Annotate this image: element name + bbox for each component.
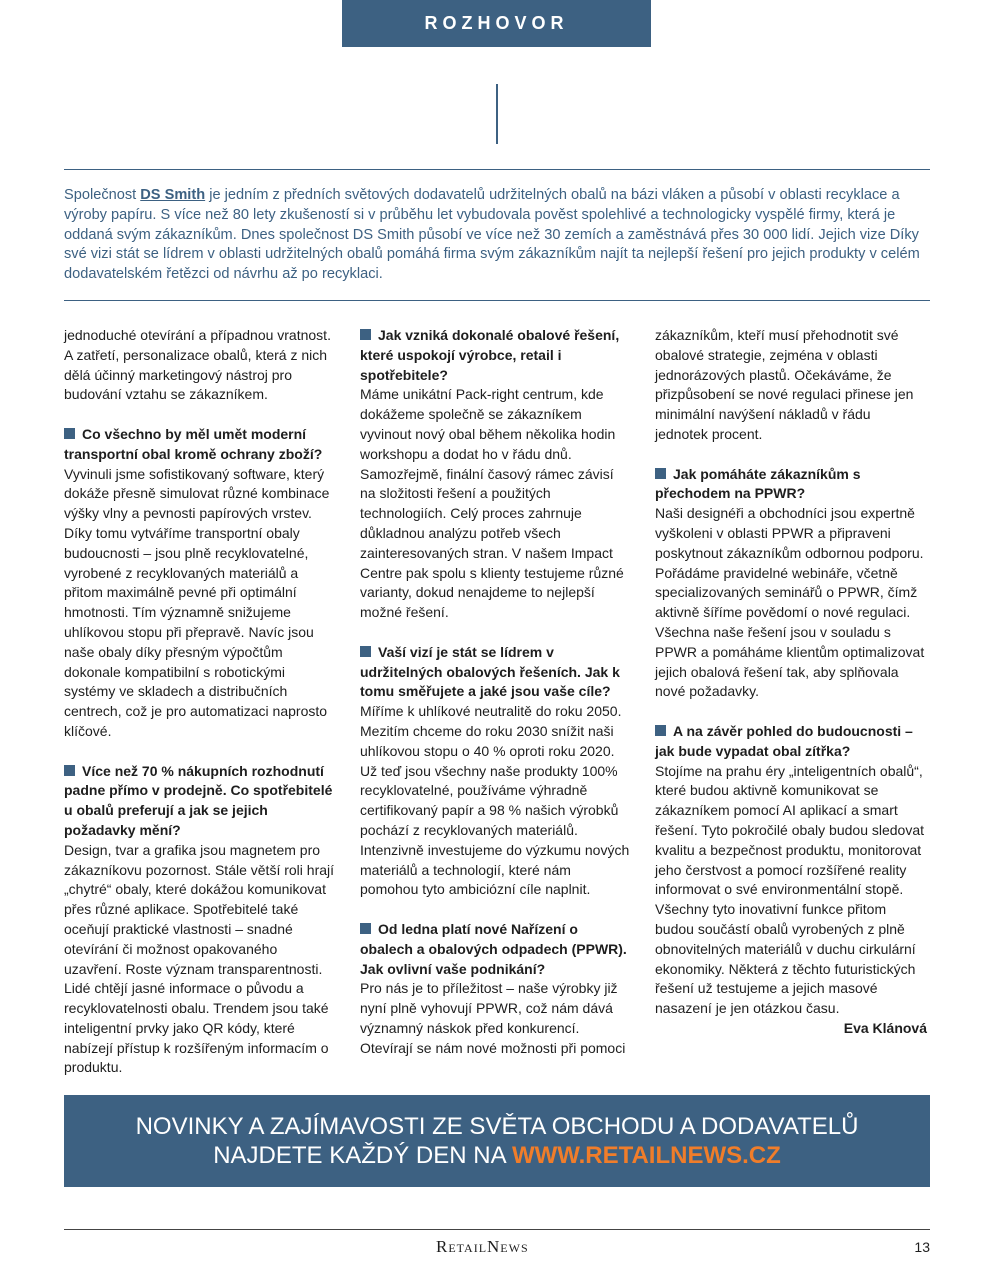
intro-bottom-rule	[64, 300, 930, 301]
answer-paragraph: Design, tvar a grafika jsou magnetem pro zákazníkovu pozornost. Stále větší roli hrají „chytré“ obaly, které dokážou komunikovat přes různé aplikace. Spotřebitelé také oceňují praktické vlastnosti – snadné otevírání či možnost opakovaného uzavření. Roste význam transparentnosti. Lidé chtějí jasné informace o původu a recyklovatelnosti obalu. Trendem jsou také inteligentní prvky jako QR kódy, které nabízejí přístup k rozšířeným informacím o produktu.	[64, 841, 335, 1076]
question-text: Jak vzniká dokonalé obalové řešení, které uspokojí výrobce, retail i spotřebitele?	[360, 327, 620, 383]
question-heading	[655, 465, 927, 505]
banner-line-2	[64, 1141, 930, 1170]
square-bullet-icon	[655, 468, 666, 479]
question-text: Více než 70 % nákupních rozhodnutí padne přímo v prodejně. Co spotřebitelé u obalů preferují a jak se jejich požadavky mění?	[64, 762, 333, 838]
question-heading	[64, 762, 336, 841]
article-column-1	[64, 326, 336, 1078]
footer-rule	[64, 1229, 930, 1230]
question-text: Vaší vizí je stát se lídrem v udržitelných obalových řešeních. Jak k tomu směřujete a jaké jsou vaše cíle?	[360, 643, 620, 700]
answer-paragraph: Vyvinuli jsme sofistikovaný software, který dokáže přesně simulovat různé kombinace výšky vlny a pevnosti papírových vrstev. Díky tomu vytváříme transportní obaly budoucnosti – jsou plně recyklovatelné, vyrobené z recyklovaných materiálů a přitom maximálně pevné při optimální hmotnosti. Tím významně snižujeme uhlíkovou stopu při přepravě. Navíc jsou naše obaly díky přesným výpočtům dokonale kompatibilní s robotickými systémy ve skladech a distribučních centrech, což je pro automatizaci naprosto klíčové.	[64, 465, 330, 739]
question-text: Jak pomáháte zákazníkům s přechodem na PPWR?	[655, 465, 861, 502]
question-text: A na závěr pohled do budoucnosti – jak bude vypadat obal zítřka?	[655, 722, 913, 759]
intro-prefix: Společnost	[64, 187, 141, 203]
article-column-3	[655, 326, 927, 1039]
question-heading	[360, 326, 632, 385]
promo-banner	[64, 1095, 930, 1187]
intro-top-rule	[64, 169, 930, 170]
square-bullet-icon	[360, 646, 371, 657]
question-text: Co všechno by měl umět moderní transportní obal kromě ochrany zboží?	[64, 425, 323, 462]
square-bullet-icon	[64, 428, 75, 439]
decorative-divider	[496, 84, 498, 144]
intro-text: je jedním z předních světových dodavatelů udržitelných obalů na bázi vláken a působí v oblasti recyklace a výroby papíru. S více než 80 lety zkušeností si v průběhu let vybudovala pověst spolehlivé a technologicky vyspělé firmy, která je oddaná svým zákazníkům. Dnes společnost DS Smith působí ve více než 30 zemích a zaměstnává přes 30 000 lidí. Jejich vize Díky své vizi stát se lídrem v oblasti udržitelných obalů pomáhá firma svým zákazníkům najít ta nejlepší řešení pro jejich produkty v celém dodavatelském řetězci od návrhu až po recyklaci.	[64, 187, 920, 283]
banner-line-1: NOVINKY A ZAJÍMAVOSTI ZE SVĚTA OBCHODU A DODAVATELŮ	[135, 1113, 859, 1140]
answer-paragraph: Pro nás je to příležitost – naše výrobky již nyní plně vyhovují PPWR, což nám dává významný náskok před konkurencí. Otevírají se nám nové možnosti při pomoci	[360, 980, 626, 1056]
section-label: ROZHOVOR	[342, 0, 651, 47]
retailnews-logo: RetailNews	[436, 1237, 529, 1256]
paragraph: zákazníkům, kteří musí přehodnotit své obalové strategie, zejména v oblasti jednorázových plastů. Očekáváme, že přizpůsobení se nové regulaci přinese jen minimální navýšení nákladů v řádu jednotek procent.	[655, 327, 914, 442]
question-heading	[360, 920, 632, 979]
intro-paragraph	[64, 186, 934, 285]
question-heading	[360, 643, 632, 702]
square-bullet-icon	[360, 923, 371, 934]
answer-paragraph: Stojíme na prahu éry „inteligentních obalů“, které budou aktivně komunikovat se zákazníkem pomocí AI aplikací a smart řešení. Tyto pokročilé obaly budou sledovat kvalitu a bezpečnost produktu, monitorovat jeho čerstvost a pomocí rozšířené reality informovat o své environmentální stopě. Všechny tyto inovativní funkce přitom budou součástí obalů vyrobených z plně obnovitelných materiálů v duchu cirkulární ekonomiky. Některá z těchto futuristických řešení už testujeme a jejich masové nasazení je jen otázkou času.	[655, 762, 925, 1017]
retailnews-link[interactable]: WWW.RETAILNEWS.CZ	[511, 1142, 781, 1169]
question-heading	[64, 425, 336, 465]
answer-paragraph: Máme unikátní Pack-right centrum, kde dokážeme společně se zákazníkem vyvinout nový obal během několika hodin workshopu a dodat ho v řádu dnů. Samozřejmě, finální časový rámec závisí na složitosti řešení a použitých technologiích. Celý proces zahrnuje důkladnou analýzu potřeb všech zainteresovaných stran. V našem Impact Centre pak spolu s klienty testujeme různé varianty, dokud nenajdeme to nejlepší možné řešení.	[360, 386, 624, 621]
article-column-2	[360, 326, 632, 1058]
question-text: Od ledna platí nové Nařízení o obalech a obalových odpadech (PPWR). Jak ovlivní vaše podnikání?	[360, 920, 627, 977]
paragraph: jednoduché otevírání a případnou vratnost. A zatřetí, personalizace obalů, která z nich dělá účinný marketingový nástroj pro budování vztahu se zákazníkem.	[64, 327, 331, 403]
answer-paragraph: Naši designéři a obchodníci jsou expertně vyškoleni v oblasti PPWR a připraveni poskytnout zákazníkům odbornou podporu. Pořádáme pravidelné webináře, včetně specializovaných seminářů o PPWR, čímž aktivně šíříme povědomí o nové regulaci. Všechna naše řešení jsou v souladu s PPWR a pomáháme klientům optimalizovat jejich obalová řešení tak, aby splňovala nové požadavky.	[655, 505, 925, 700]
square-bullet-icon	[360, 329, 371, 340]
author-signature: Eva Klánová	[843, 1019, 927, 1036]
square-bullet-icon	[655, 725, 666, 736]
page-number: 13	[914, 1239, 930, 1255]
banner-line-2-text: NAJDETE KAŽDÝ DEN NA	[213, 1142, 512, 1169]
answer-paragraph: Míříme k uhlíkové neutralitě do roku 2050. Mezitím chceme do roku 2030 snížit naši uhlíkovou stopu o 40 % oproti roku 2020. Už teď jsou všechny naše produkty 100% recyklovatelné, používáme výhradně certifikovaný papír a 98 % našich výrobků pochází z recyklovaných materiálů. Intenzivně investujeme do výzkumu nových materiálů a technologií, které nám pomohou tyto ambiciózní cíle naplnit.	[360, 703, 630, 898]
company-link[interactable]: DS Smith	[140, 187, 206, 203]
question-heading	[655, 722, 927, 762]
square-bullet-icon	[64, 765, 75, 776]
